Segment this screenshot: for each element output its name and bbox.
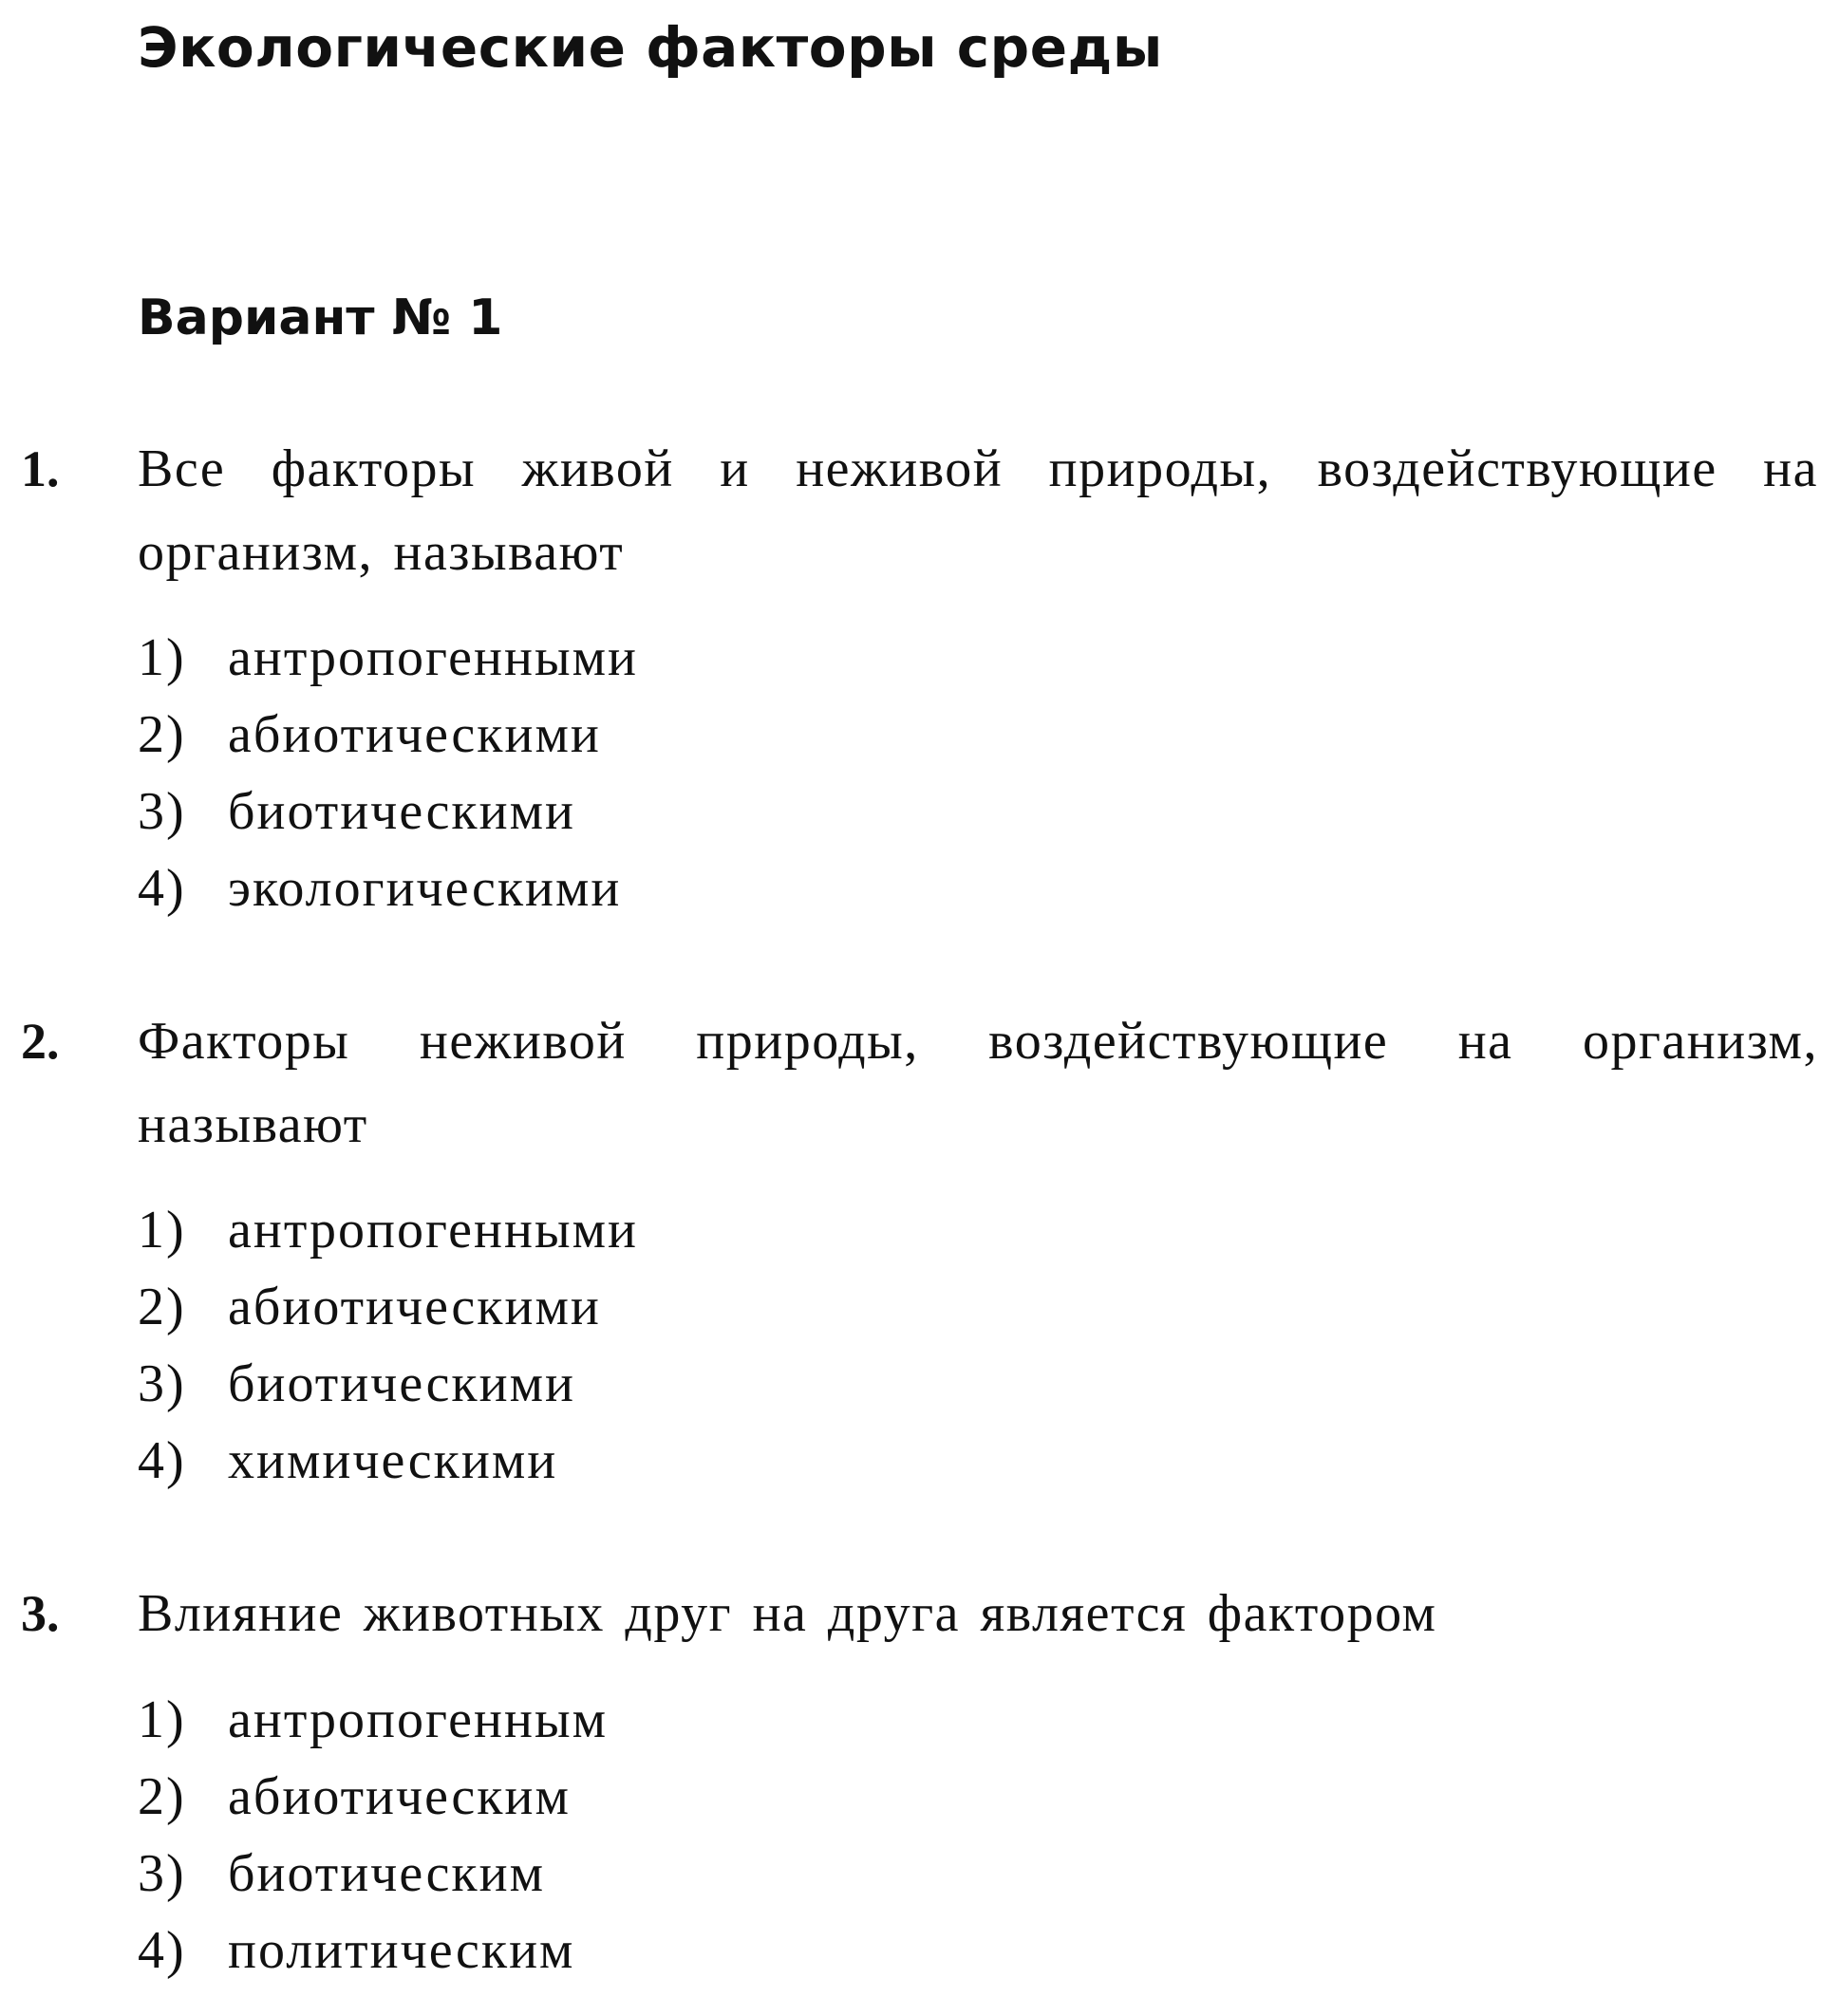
question-2-options bbox=[138, 1192, 638, 1500]
answer-option[interactable] bbox=[138, 1192, 638, 1269]
option-text: биотическими bbox=[228, 782, 576, 841]
answer-option[interactable] bbox=[138, 1759, 608, 1836]
option-number: 3) bbox=[138, 1844, 186, 1903]
page-title: Экологические факторы среды bbox=[138, 15, 1163, 80]
answer-option[interactable] bbox=[138, 850, 638, 927]
answer-option[interactable] bbox=[138, 697, 638, 774]
option-text: антропогенными bbox=[228, 628, 639, 687]
option-number: 2) bbox=[138, 1767, 186, 1826]
option-text: биотическим bbox=[228, 1844, 546, 1903]
option-text: антропогенным bbox=[228, 1690, 609, 1749]
option-text: антропогенными bbox=[228, 1201, 639, 1260]
option-text: абиотическими bbox=[228, 1278, 601, 1336]
answer-option[interactable] bbox=[138, 1913, 608, 1989]
option-number: 1) bbox=[138, 1201, 186, 1260]
option-text: химическими bbox=[228, 1431, 558, 1490]
option-text: политическим bbox=[228, 1921, 575, 1980]
question-text: Влияние животных друг на друга является фактором bbox=[138, 1584, 1437, 1643]
option-number: 4) bbox=[138, 1921, 186, 1980]
option-text: биотическими bbox=[228, 1354, 576, 1413]
question-text: Факторы неживой природы, воздействующие на организм, называют bbox=[138, 1012, 1818, 1154]
option-number: 4) bbox=[138, 1431, 186, 1490]
question-3-options bbox=[138, 1682, 608, 1989]
answer-option[interactable] bbox=[138, 774, 638, 850]
answer-option[interactable] bbox=[138, 620, 638, 697]
question-number: 3. bbox=[21, 1585, 60, 1642]
answer-option[interactable] bbox=[138, 1682, 608, 1759]
option-number: 3) bbox=[138, 1354, 186, 1413]
answer-option[interactable] bbox=[138, 1269, 638, 1346]
answer-option[interactable] bbox=[138, 1423, 638, 1500]
question-1-options bbox=[138, 620, 638, 927]
question-text: Все факторы живой и неживой природы, воздействующие на организм, называют bbox=[138, 439, 1818, 582]
answer-option[interactable] bbox=[138, 1836, 608, 1913]
option-number: 1) bbox=[138, 1690, 186, 1749]
option-number: 3) bbox=[138, 782, 186, 841]
option-text: экологическими bbox=[228, 859, 622, 918]
option-text: абиотическим bbox=[228, 1767, 571, 1826]
answer-option[interactable] bbox=[138, 1346, 638, 1423]
option-text: абиотическими bbox=[228, 705, 601, 764]
question-number: 1. bbox=[21, 440, 60, 497]
option-number: 1) bbox=[138, 628, 186, 687]
option-number: 2) bbox=[138, 1278, 186, 1336]
variant-heading: Вариант № 1 bbox=[138, 289, 503, 346]
option-number: 2) bbox=[138, 705, 186, 764]
question-number: 2. bbox=[21, 1013, 60, 1070]
option-number: 4) bbox=[138, 859, 186, 918]
